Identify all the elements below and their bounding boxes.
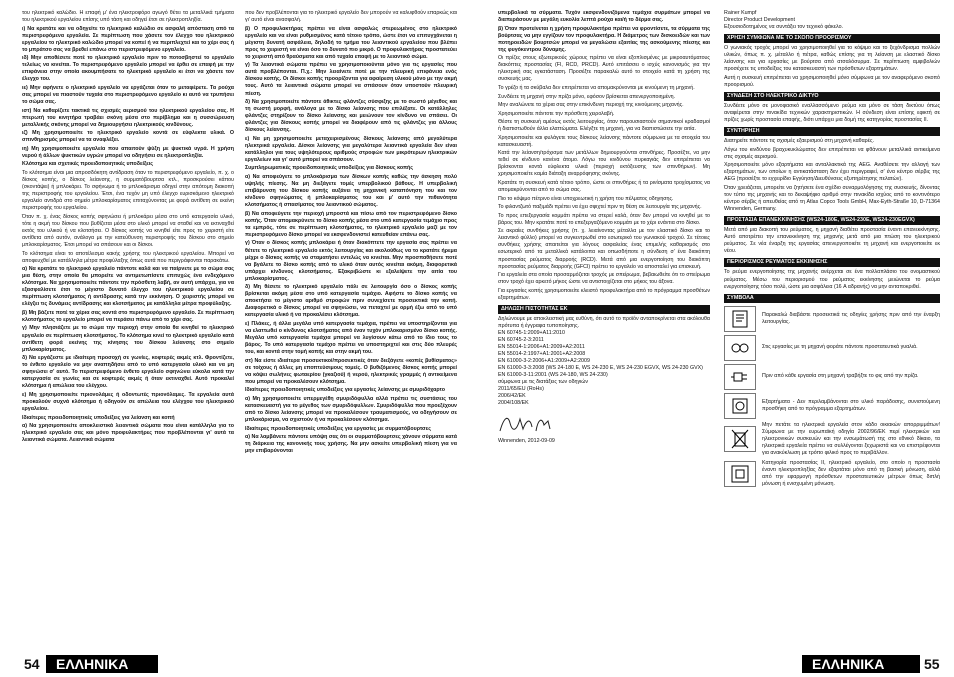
section-paragraph: Μετά από μια διακοπή του ρεύματος, η μηχανή διαθέτει προστασία έναντι επανεκκίνησης. Αυτό αποτρέπει την επανεκκίνηση της μηχανής μετά από μια πτώση του ηλεκτρικού ρεύματος. Σε νέα έναρξη της εργασίας απενεργοποιείτε τη μηχανή και ενεργοποιείτε εκ νέου. [724,227,940,255]
declaration-list [498,316,710,408]
declaration-line: σύμφωνα με τις διατάξεις των οδηγιών [498,379,589,386]
paragraph: Για εργασίες κοπής χρησιμοποιείτε κλειστό προφυλακτήρα από το πρόγραμμα προσθέτων εξαρτημάτων. [498,287,710,301]
section-paragraph: Αυτή η συσκευή επιτρέπεται να χρησιμοποιηθεί μόνο σύμφωνα με τον αναφερόμενο σκοπό προορισμού. [724,74,940,88]
section-heading: Συμπληρωματικές προειδοποιητικές υποδείξεις για δίσκους κοπής [245,165,413,172]
declaration-line: 2006/42/EK [498,393,526,400]
paragraph: στ) Να είστε ιδιαίτερα προσεκτικοί/προσεκτικές όταν διεξάγετε «κοπές βυθίσματος» σε τοίχους ή άλλες μη εποπτεύσιμους τομείς. Ο βυθιζόμενος δίσκος κοπής μπορεί να κόψει σωλήνες φωταερίου (γκαζιού) ή νερού, ηλεκτρικές γραμμές ή αντικείμενα που μπορεί να προκαλέσουν κλότσημα. [245,357,457,385]
section-heading: Ιδιαίτερες προειδοποιητικές υποδείξεις για εργασίες με συρματόβουρτσες [245,425,431,432]
paragraph: Θέστε τη συσκευή αμέσως εκτός λειτουργίας, όταν παρουσιαστούν σημαντικοί κραδασμοί ή διαπιστωθούν άλλα ελαττώματα. Ελέγξτε τη μηχανή, για να διαπιστώσετε την αιτία. [498,119,710,133]
paragraph: α) Να αποφεύγετε το μπλοκάρισμα των δίσκων κοπής καθώς την άσκηση πολύ υψηλής πίεσης. Να μη διεξάγετε τομές υπερβολικού βάθους. Η υπερβολική επιβάρυνση του δίσκου κοπής αυξάνει τη μηχανική καταπόνηση του και τον κίνδυνο σφηνώματος ή μπλοκαρίσματος του και μ' αυτό την πιθανότητα κλοτσήματος ή σπασίματος του λειαντικού σώματος. [245,174,457,209]
place-date: Winnenden, 2012-09-09 [498,438,555,445]
paragraph: Πιο το κόψιμο πέτρινο είναι υποχρεωτική η χρήση του πέλματος οδηγησης. [498,195,674,202]
symbol-description: Πριν από κάθε εργασία στη μηχανή τραβήξτε το φις από την πρίζα. [762,373,919,380]
paragraph: α) Να λαμβάνετε πάντοτε υπόψη σας ότι οι συρματόβουρτσες χάνουν σύρματα κατά τη διάρκεια της κανονικής τους χρήσης. Να μην ασκείτε υπερβολική πίεση για να μην επιβαρύνονται [245,434,457,455]
section-paragraph: Το ρεύμα ενεργοποίησης της μηχανής ανέρχεται σε ένα πολλαπλάσιο του ονομαστικού ρεύματος. Μέσω του περιορισμού του ρεύματος εκκίνησης μειώνεται το ρεύμα ενεργοποίησης τόσο πολύ, ώστε μια ασφάλεια (16 A αδρανής) να μην ανταποκριθεί. [724,269,940,290]
paragraph: ε) Να μη χρησιμοποιείτε μεταχειρισμένους δίσκους λείανσης από μεγαλύτερα ηλεκτρικά εργαλεία. Δίσκοι λείανσης για μεγαλύτερα λειαντικά εργαλεία δεν είναι κατάλληλοι για τους υψηλότερους αριθμούς στροφών των μικρότερων ηλεκτρικών εργαλείων και γι' αυτό μπορεί να σπάσουν. [245,135,457,163]
paragraph: Το γρέζο ή τα σκύβαλα δεν επιτρέπεται να απομακρύνονται με κινούμενη τη μηχανή. [498,84,695,91]
paragraph: Το κλότσημα είναι μια απροσδόκητη αντίδραση όταν το περιστρεφόμενο εργαλείο, π. χ. ο δίσκος κοπής, ο δίσκος λείανσης, η συρματόβουρτσα κτλ., προσκρούσει κάπου (σκοντάψει) ή μπλοκάρει. Το σφήνωμα ή το μπλοκάρισμα οδηγεί στην απότομη διακοπή της περιστροφής του εργαλείου. Έτσι, ένα τυχόν μη υπό έλεγχο ευρισκόμενο ηλεκτρικό εργαλείο αντιδρά στο σημείο μπλοκαρίσματος επιταχύνοντας με φορά αντίθετη σε εκείνη περιστροφής του εργαλείου. [22,169,234,212]
paragraph: Κατά την λείανση/τρόχισμα των μετάλλων δημιουργούνται σπινθήρες. Προσέξτε, να μην τεθεί σε κίνδυνο κανένα άτομο. Λόγω του κινδύνου πυρκαγιάς δεν επιτρέπεται να βρίσκονται κοντά εύφλεκτα υλικά (περιοχή εκτόξευσης των σπινθήρων). Μη χρησιμοποιείτε καμία διάταξη αναρρόφησης σκόνης. [498,150,710,178]
signer-role: Director Product Development [724,17,795,24]
section-title: ΣΥΝΔΕΣΗ ΣΤΟ ΗΛΕΚΤΡΙΚΟ ΔΙΚΤΥΟ [724,92,940,101]
section-paragraph: Όταν χρειάζεται, μπορείτε να ζητήσετε ένα σχέδιο συναρμολόγησης της συσκευής, δίνοντας τον τύπο της μηχανής και το δεκαψήφιο αριθμό στην πινακίδα ισχύος από το κοντινότερο κέντρο σέρβις ή απευθείας από τη Atlas Copco Tools GmbH, Max-Eyth-Straße 10, D-71364 Winnenden, Germany. [724,184,940,213]
right-column-2 [724,10,940,491]
paragraph: γ) Τα λειαντικά σώματα πρέπει να χρησιμοποιούνται μόνο για τις εργασίες που αυτά προβλέπονται. Π.χ.: Μην λειαίνετε ποτέ με την πλευρική επιφάνεια ενός δίσκου κοπής. Οι δίσκοι κοπής προορίζονται για αφαίρεση υλικού μόνο με την ακμή τους. Αυτό τα λειαντικά σώματα μπορεί να σπάσουν όταν υποστούν πλευρική πίεση. [245,62,457,97]
right-footer [484,653,954,677]
paragraph: του ηλεκτρικό καλώδιο. Η επαφή μ' ένα ηλεκτροφόρο αγωγό θέτει τα μεταλλικά τμήματα του ηλεκτρικού εργαλείου επίσης υπό τάση και οδηγεί έτσι σε ηλεκτροπληξία. [22,10,234,24]
paragraph: υπερβολικά τα σύρματα. Τυχόν εκσφενδονιζόμενα τεμάχια συρμάτων μπορεί να διαπεράσουν με μεγάλη ευκολία λεπτά ρούχα και/ή το δέρμα σας. [498,10,710,24]
language-bar-right: ΕΛΛΗΝΙΚΑ [802,655,920,673]
paragraph: Οι πρίζες στους εξωτερικούς χώρους πρέπει να είναι εξοπλισμένες με μικροαυτόματους διακόπτες προστασίας (FI, RCD, PRCD). Αυτό επιτάσσει ο ισχύς κανονισμός για την ηλεκτρική σας εγκατάσταση. Προσέξτε παρακαλώ αυτό το στοιχείο κατά τη χρήση της συσκευής μας. [498,55,710,83]
symbol-description: Εξαρτήματα - Δεν περιλαμβάνονται στο υλικό παράδοσης, συνιστούμενη προσθήκη από το πρόγραμμα εξαρτημάτων. [762,398,940,412]
left-column-2 [245,10,457,457]
signer-authorization: Εξουσιοδοτημένος να συντάξει τον τεχνικό φάκελο. [724,24,843,31]
paragraph: Κρατάτε τη συσκευή κατά τέτοιο τρόπο, ώστε οι σπινθήρες ή τα ρινίσματα τροχίσματος να απομακρύνονται από το σώμα σας. [498,180,710,194]
page-number-right: 55 [924,656,940,672]
paragraph: α) Μη χρησιμοποιείτε υπερμεγέθη σμυριδόφυλλα αλλά πρέπει τις συστάσεις του κατασκευαστή για το μέγεθος των σμυριδόφυλλων. Σμυριδόφυλλα που προεξέχουν από το δίσκο λείανσης μπορεί να προκαλέσουν τραυματισμούς, να οδηγήσουν σε μπλοκάρισμα, να σχιστούν ή να προκαλέσουν κλότσημα. [245,395,457,424]
left-page [0,0,470,677]
symbols-list [724,306,940,488]
plug-icon [724,364,756,390]
paragraph: Το κλότσημα είναι το αποτέλεσμα κακής χρήσης του ηλεκτρικού εργαλείου. Μπορεί να αποφευχθεί με κατάλληλα μέτρα προφύλαξης όπως αυτά που περιγράφονται παρακάτω. [22,250,234,264]
paragraph: Σε ακραίες συνθήκες χρήσης (π. χ. λειαίνοντας μέταλλα με τον ελαστικό δίσκο και το λειαντικό φύλλο) μπορεί να συγκεντρωθεί στο εσωτερικό του γωνιακού τροχού. Σε τέτοιες συνθήκες χρήσης απαιτείται για λόγους ασφαλείας ένας επιμελής καθαρισμός στο εσωτερικό από τα μεταλλικά κατάλοιπα και οπωσδήποτε η σύνδεση σ' ένα διακόπτη προστασίας ρεύματος διαρροής (RCD). Μετά από μια ενεργοποίηση του διακόπτη προστασίας ρεύματος διαρροής (GFCI) πρέπει το εργαλείο να αποσταλεί για επισκευή. [498,228,710,270]
paragraph: Το φιλαντζωτό παξιμάδι πρέπει να έχει σφιχτεί πριν τη θέση σε λειτουργία της μηχανής. [498,204,702,211]
paragraph: ιζ) Μη χρησιμοποιείτε το ηλεκτρικό εργαλείο κοντά σε εύφλεκτα υλικά. Ο σπινθηρισμός μπορεί να τα αναφλέξει. [22,130,234,144]
declaration-line: EN 61000-3-3:2008 (WS 24-180 E, WS 24-230 E, WS 24-230 EGVX, WS 24-230 GVX) [498,365,703,372]
paragraph: ιδ) Μην αποθέσετε ποτέ το ηλεκτρικό εργαλείο πριν το ποτοσβηστεί το εργαλείο τελείως να κινείται. Το περιστρεφόμενο εργαλείο μπορεί να έρθει σε επαφή με την επιφάνεια στην οποία ακουμπήσατε το ηλεκτρικό εργαλείο κι έτσι να χάσετε τον έλεγχο του. [22,55,234,83]
right-column-1 [498,10,710,446]
accessory-icon [724,393,756,419]
signature [498,413,710,438]
paragraph: β) Να αποφεύγετε την περιοχή μπροστά και πίσω από τον περιστρεφόμενο δίσκο κοπής. Όταν απομακρύνετε το δίσκο κοπής μέσα στο υπό κατεργασία τεμάχιο προς τα εμπρός, τότε σε περίπτωση κλοτσήματος, το ηλεκτρικό εργαλείο μαζί με τον περιστρεφόμενο δίσκο μπορεί να εκσφενδονιστεί κατευθείαν επάνω σας. [245,210,457,238]
paragraph: α) Να χρησιμοποιείτε αποκλειστικά λειαντικά σώματα που είναι κατάλληλα για το ηλεκτρικό εργαλείο σας και μόνο προφυλακτήρες που προβλέπονται γι' αυτά τα λειαντικά σώματα. Λειαντικά σώματα [22,423,234,444]
section-heading: Ιδιαίτερες προειδοποιητικές υποδείξεις για λείανση και κοπή [22,414,175,421]
symbol-row [724,460,940,488]
paragraph: γ) Όταν ο δίσκος κοπής μπλοκάρει ή όταν διακόπτετε την εργασία σας πρέπει να θέτετε το ηλεκτρικό εργαλείο εκτός λειτουργίας και ακολούθως να το κρατάτε ήρεμα μέχρι ο δίσκος κοπής να σταματήσει εντελώς να κινείται. Μην προσπαθήσετε ποτέ να βγάλετε το δίσκο κοπής από το υλικό όταν αυτός κινείται ακόμη, διαφορετικά υπάρχει κίνδυνος κλοτσήματος. Εξακριβώστε κι εξαλείψετε την αιτία του μπλοκαρίσματος. [245,240,457,282]
paragraph: δ) Μη θέσετε το ηλεκτρικό εργαλείο πάλι σε λειτουργία όσο ο δίσκος κοπής βρίσκεται ακόμη μέσα στο υπό κατεργασία τεμάχιο. Αφήστε το δίσκο κοπής να αποκτήσει το μέγιστο αριθμό στροφών πριν συνεχίσετε προσεκτικά την κοπή. Διαφορετικά ο δίσκος μπορεί να σφηνώσει, να πεταχτεί με ορμή έξω από το υπό κατεργασία υλικό ή να προκαλέσει κλότσημα. [245,284,457,319]
weee-bin-icon [724,426,756,452]
declaration-title: ΔΗΛΩΣΗ ΠΙΣΤΟΤΗΤΑΣ ΕΚ [498,305,710,314]
section-title: ΠΡΟΣΤΑΣΙΑ ΕΠΑΝΕΚΚΙΝΗΣΗΣ (WS24-180E, WS24-230E, WS24-230EGVX) [724,216,940,225]
right-page [484,0,954,677]
section-heading: Ιδιαίτερες προειδοποιητικές υποδείξεις για εργασίες λείανσης με σμυριδόχαρτο [245,387,445,394]
symbol-row [724,335,940,361]
section-paragraph: Λόγω του κινδύνου βραχυκυκλώματος δεν επιτρέπεται να φθάνουν μεταλλικά αντικείμενα στις σχισμές αερισμού. [724,146,940,160]
symbol-description: Παρακαλώ διαβάστε προσεκτικά τις οδηγίες χρήσης πριν από την έναρξη λειτουργίας. [762,311,940,325]
paragraph: Χρησιμοποιείτε και φυλάγετε τους δίσκους λείανσης πάντοτε σύμφωνα με τα στοιχεία του κατασκευαστή. [498,134,710,148]
symbol-row [724,364,940,390]
paragraph: β) Όταν προτείνεται η χρήση προφυλακτήρα πρέπει να φροντίσετε, τα σύρματα της βούρτσας να μην εγγίζουν τον προφυλακτήρα. Η διάμετρος των δισκοειδών και των ποτηροειδών βουρτσών μπορεί να μεγαλώσει εξαιτίας της ασκούμενης πίεσης και της φυγόκεντρου δύναμης. [498,25,710,53]
paragraph: Το προς επεξεργασία κομμάτι πρέπει να στερεί καλά, όταν δεν μπορεί να κινηθεί με το βάρος του. Μην κρατάτε ποτέ το επεξεργαζόμενο κομμάτι με το χέρι ενάντια στο δίσκο. [498,212,710,226]
paragraph: ιστ) Να καθαρίζετε τακτικά τις σχισμές αερισμού του ηλεκτρικού εργαλείου σας. Η πτερωτή του κινητήρα τραβάει σκόνη μέσα στο περίβλημα και η συσσώρευση μεταλλικής σκόνης μπορεί να δημιουργήσει ηλεκτρικούς κινδύνους. [22,107,234,128]
read-manual-icon [724,306,756,332]
paragraph: που δεν προβλέπονται για το ηλεκτρικό εργαλείο δεν μπορούν να καλυφθούν επαρκώς και γι' αυτό είναι ανασφαλή. [245,10,457,24]
section-title: ΣΥΝΤΗΡΗΣΗ [724,127,940,136]
paragraph: Συνδέετε τη μηχανή στην πρίζα μόνο, εφόσον βρίσκεται απενεργοποιημένη. [498,93,676,100]
section-paragraph: Διατηρείτε πάντοτε τις σχισμές εξαερισμού στη μηχανή καθαρές. [724,138,875,145]
paragraph: ιε) Μην αφήνετε ο ηλεκτρικό εργαλείο να εργάζεται όταν το μεταφέρετε. Τα ρούχα σας μπορεί να πιαστούν τυχαία στο περιστρεφόμενο εργαλείο κι αυτό να τρυπήσει το σώμα σας. [22,84,234,106]
class-ii-icon [724,461,756,487]
left-column-1 [22,10,234,446]
paragraph: ι) Να κρατάτε και να οδηγείτε το ηλεκτρικό καλώδιο σε ασφαλή απόσταση από τα περιστρεφόμενα εργαλεία. Σε περίπτωση που χάσετε τον έλεγχο του ηλεκτρικού εργαλείου το ηλεκτρικό καλώδιο μπορεί να κοπεί ή να περιπλεχτεί και το χέρι σας ή το μπράτσο σας να βρεθεί επάνω στο περιστρεφόμενο εργαλείο. [22,25,234,53]
section-paragraph: Χρησιμοποιείτε μόνο εξαρτήματα και ανταλλακτικά της AEG. Αναθέσετε την αλλαγή των εξαρτημάτων, των οποίων η αντικατάσταση δεν έχει περιγραφεί, σ' ένα κέντρο σέρβις της AEG (προσέξτε το εγχειρίδιο Εγγύηση/Διευθύνσεις εξυπηρέτησης πελατών). [724,162,940,183]
paragraph: Χρησιμοποιείτε πάντοτε την πρόσθετη χειρολαβή. [498,110,615,117]
symbol-row [724,422,940,457]
paragraph: β) Μη βάζετε ποτέ τα χέρια σας κοντά στο περιστρεφόμενο εργαλείο. Σε περίπτωση κλοτσήματος το εργαλείο μπορεί να περάσει πάνω από το χέρι σας. [22,309,234,323]
paragraph: Για εργαλεία στα οποία προσαρμόζεται τροχός με σπείρωμα, βεβαιωθείτε ότι το σπείρωμα στον τροχό έχει αρκετό μήκος ώστε να αντιστοιχίζεται στο μήκος του άξονα. [498,272,710,286]
paragraph: δ) Να εργάζεστε με ιδιαίτερη προσοχή σε γωνίες, κοφτερές ακμές κτλ. Φροντίζετε, το ένθετο εργαλείο να μην αναπηδήσει από το υπό κατεργασία υλικό και να μη σφηνώσει σ' αυτό. Το περιστρεφόμενο ένθετο εργαλείο σφηνώνει εύκολα κατά την κατεργασία σε γωνίες και σε κοφτερές ακμές ή όταν εκτιναχθεί. Αυτό προκαλεί κλότσημα ή απώλεια του ελέγχου. [22,355,234,390]
symbols-title: ΣΥΜΒΟΛΑ [724,294,940,303]
symbol-row [724,306,940,332]
section-title: ΧΡΗΣΗ ΣΥΜΦΩΝΑ ΜΕ ΤΟ ΣΚΟΠΟ ΠΡΟΟΡΙΣΜΟΥ [724,34,940,43]
declaration-line: Δηλώνουμε με αποκλειστική μας ευθύνη, ότι αυτό το προϊόν ανταποκρίνεται στα ακόλουθα πρότυπα ή έγγραφα τυποποίησης. [498,315,710,329]
paragraph: ε) Πλάκες, ή άλλα μεγάλα υπό κατεργασία τεμάχια, πρέπει να υποστηρίζονται για να ελαττωθεί ο κίνδυνος κλοτσήματος από έναν τυχόν μπλοκαρισμένο δίσκο κοπής. Μεγάλα υπό κατεργασία τεμάχια μπορεί να λυγίσουν κάτω από το ίδιο τους το βάρος. Το υπό κατεργασία τεμάχιο πρέπει να υποστηριχτεί και στις δύο πλευρές του, και κοντά στην τομή κοπής και στην ακμή του. [245,320,457,356]
page-number-left: 54 [24,656,40,672]
symbol-description: Κατηγορία προστασίας II, ηλεκτρικό εργαλείο, στο οποίο η προστασία έναντι ηλεκτροπληξίας δεν εξαρτάται μόνο από τη βασική μόνωση, αλλά από την εφαρμογή πρόσθετων προστατευτικών μέτρων όπως διπλή μόνωση ή ενισχυμένη μόνωση. [762,459,940,488]
unplug-icon [724,335,756,361]
section-heading: Κλότσημα και σχετικές προειδοποιητικές υποδείξεις [22,161,154,168]
declaration-line: EN 55014-1:2006+A1:2009+A2:2011 [498,344,585,351]
left-footer [0,653,470,677]
declaration-line: 2011/65/EU (RoHs) [498,386,544,393]
paragraph: δ) Να χρησιμοποιείτε πάντοτε άθικτες φλάντζες σύσφιξης με το σωστό μέγεθος και τη σωστή μορφή, ανάλογα με το δίσκο λείανσης που επιλέξατε. Οι κατάλληλες φλάντζες στηρίζουν το δίσκο λείανσης και μειώνουν τον κίνδυνο να σπάσει. Οι φλάντζες για δίσκους κοπής μπορεί να διαφέρουν από τις φλάντζες για άλλους δίσκους λείανσης. [245,99,457,134]
declaration-line: EN 55014-2:1997+A1:2001+A2:2008 [498,351,586,358]
declaration-line: EN 60745-1:2009+A11:2010 [498,329,565,336]
section-paragraph: Ο γωνιακός τροχός μπορεί να χρησιμοποιηθεί για το κόψιμο και το ξεχόνδρισμα πολλών υλικών, όπως π. χ. μέταλλο ή πέτρα, καθώς επίσης για τη λείανση με ελαστικό δίσκο λείανσης και για εργασίες με βούρτσα από ατσαλόσυρμα. Σε περίπτωση αμφιβολιών προσέχετε τις υποδείξεις του κατασκευαστή των πρόσθετων εξαρτημάτων. [724,45,940,73]
section-title: ΠΕΡΙΟΡΙΣΜΟΣ ΡΕΥΜΑΤΟΣ ΕΚΚΙΝΗΣΗΣ [724,258,940,267]
declaration-line: 2004/108/EK [498,400,529,407]
signature-image [498,413,558,435]
symbol-row [724,393,940,419]
symbol-description: Μην πετάτε τα ηλεκτρικά εργαλεία στον κάδο οικιακών απορριμμάτων! Σύμφωνα με την ευρωπαϊκή οδηγία 2002/96/ΕΚ περί ηλεκτρικών και ηλεκτρονικών συσκευών και την ενσωμάτωσή της στο εθνικό δίκαιο, τα ηλεκτρικά εργαλεία πρέπει να συλλέγονται ξεχωριστά και να επιστρέφονται για ανακύκλωση με τρόπο φιλικό προς το περιβάλλον. [762,421,940,456]
paragraph: β) Ο προφυλακτήρας πρέπει να είναι ασφαλώς στερεωμένος στο ηλεκτρικό εργαλείο και να είναι ρυθμισμένος κατά τέτοιο τρόπο, ώστε έτσι να επιτυγχάνεται η μέγιστη δυνατή ασφάλεια, δηλαδή το τμήμα του λειαντικού εργαλείου που βλέπει προς το χειριστή να είναι όσο το δυνατό πιο μικρό. Ο προφυλακτήρας προστατεύει το χειριστή από θραύσματα και από τυχαία επαφή με το λειαντικό σώμα. [245,25,457,60]
declaration-line: EN 61000-3-2:2006+A1:2009+A2:2009 [498,358,590,365]
paragraph: ε) Μη χρησιμοποιείτε πριονολάμες ή οδοντωτές πριονόλαμες. Τα εργαλεία αυτά προκαλούν συχνά κλότσημα ή οδηγούν σε απώλεια του ελέγχου του ηλεκτρικού εργαλείου. [22,391,234,412]
paragraph: ιη) Μη χρησιμοποιείτε εργαλεία που απαιτούν ψύξη με ψυκτικά υγρά. Η χρήση νερού ή άλλων ψυκτικών υγρών μπορεί να οδηγήσει σε ηλεκτροπληξία. [22,145,234,159]
declaration-line: EN 61000-3-11:2001 (WS 24-180, WS 24-230) [498,372,608,379]
paragraph: Μην αναλώνετε τα χέρια σας στην επικίνδυνη περιοχή της κινούμενης μηχανής. [498,102,684,109]
declaration-line: EN 60745-2-3:2011 [498,336,544,343]
language-bar-left: ΕΛΛΗΝΙΚΑ [46,655,158,673]
section-paragraph: Συνδέετε μόνο σε μονοφασικό εναλλασσόμενο ρεύμα και μόνο σε τάση δικτύου όπως αναφέρεται στην πινακίδα τεχνικών χαρακτηριστικών. Η σύνδεση είναι επίσης εφικτή σε πρίζες χωρίς προστασία επαφής, διότι υπάρχει μια δομή της κατηγορίας προστασίας II. [724,103,940,124]
signer-name: Rainer Kumpf [724,10,757,16]
symbol-description: Στις εργασίες με τη μηχανή φοράτε πάντοτε προστατευτικά γυαλιά. [762,344,918,351]
paragraph: Όταν π. χ. ένας δίσκος κοπής σφηνώσει ή μπλοκάρει μέσα στο υπό κατεργασία υλικό, τότε η ακμή του δίσκου που βυθίζεται μέσα στο υλικό μπορεί να σταθεί και να εκτιναχθεί εκτός του υλικού ή να κλοτσήσει. Ο δίσκος κοπής να κινηθεί είτε προς το χειριστή είτε αντίθετα από αυτόν, ανάλογα με την κατεύθυνση περιστροφής του δίσκου στο σημείο μπλοκαρίσματος. Έτσι μπορεί να σπάσουν και οι δίσκοι. [22,213,234,248]
paragraph: γ) Μην πλησιάζετε με το σώμα την περιοχή στην οποία θα κινηθεί το ηλεκτρικό εργαλείο σε περίπτωση κλοτσήματος. Το κλότσημα κινεί το ηλεκτρικό εργαλείο κατά αντίθετη φορά εκείνης της κίνησης του δίσκου λείανσης στο σημείο μπλοκαρίσματος. [22,325,234,353]
paragraph: α) Να κρατάτε το ηλεκτρικό εργαλείο πάντοτε καλά και να παίρνετε με το σώμα σας μια θέση, στην οποία θα μπορείτε να αντιμετωπίσετε επιτυχώς ένα ενδεχόμενο κλότσημα. Να χρησιμοποιείτε πάντοτε την πρόσθετη λαβή, αν αυτή υπάρχει, για να εξασφαλίσετε έτσι το μέγιστο δυνατό έλεγχο του ηλεκτρικού εργαλείου σε περίπτωση κλοτσήματος ή αντίδρασης κατά την εκκίνηση. Ο χειριστής μπορεί να ελέγξει τις δυνάμεις αντίδρασης και κλοτσήματος με κατάλληλα μέτρα προφύλαξης. [22,266,234,308]
